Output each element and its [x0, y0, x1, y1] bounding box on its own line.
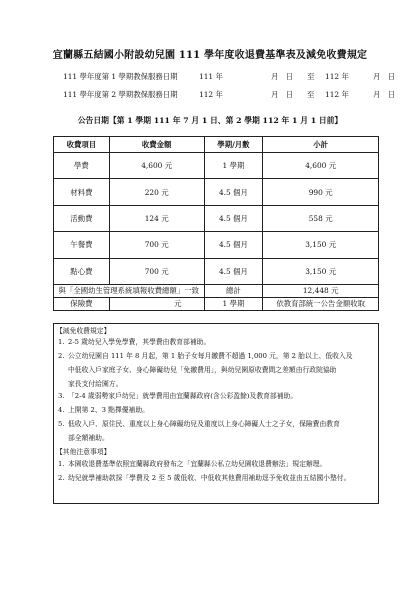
fee-amount: 220 元	[109, 179, 204, 205]
fee-item: 學費	[54, 153, 110, 179]
table-row	[54, 258, 379, 284]
fee-item: 點心費	[54, 258, 110, 284]
insurance-note: 依教育部統一公告金額收取	[263, 297, 379, 310]
header-amount: 收費金額	[109, 137, 204, 153]
notes-box	[53, 323, 379, 504]
period-separator: 至	[307, 90, 315, 99]
fee-subtotal: 3,150 元	[263, 258, 379, 284]
table-row	[54, 153, 379, 179]
fee-item: 材料費	[54, 179, 110, 205]
fee-subtotal: 4,600 元	[263, 153, 379, 179]
semester-2-period	[63, 89, 409, 100]
period-label: 111 學年度第 2 學期教保服務日期	[63, 90, 178, 99]
other-item-1: 1. 本園收退費基準依照宜蘭縣政府發布之「宜蘭縣公私立幼兒園收退費辦法」規定辦理。	[58, 460, 327, 468]
total-row	[54, 284, 379, 297]
fee-amount: 124 元	[109, 205, 204, 231]
fee-months: 1 學期	[204, 153, 263, 179]
header-subtotal: 小計	[263, 137, 379, 153]
table-header-row	[54, 137, 379, 153]
insurance-row	[54, 297, 379, 310]
fee-amount: 4,600 元	[109, 153, 204, 179]
reduction-heading: 【減免收費規定】	[56, 327, 111, 335]
total-label: 與「全國幼生管理系統填報收費總額」一致	[54, 284, 205, 297]
fee-amount: 700 元	[109, 232, 204, 258]
fee-months: 4.5 個月	[204, 258, 263, 284]
header-item: 收費項目	[54, 137, 110, 153]
reduction-item-2: 2. 公立幼兒園自 111 年 8 月起，第 1 胎子女每月繳費不超過 1,000 元，第 2 胎以上、低收入及 中低收入戶家庭子女、身心障礙幼兒「免繳費用」，與幼兒園原收費間之差額由行政院協助 家長支付給園方。	[58, 352, 353, 388]
insurance-months: 1 學期	[204, 297, 263, 310]
fee-item: 午餐費	[54, 232, 110, 258]
fee-months: 4.5 個月	[204, 232, 263, 258]
period-end: 112 年	[325, 90, 349, 99]
period-separator: 至	[307, 72, 315, 81]
fee-table	[53, 136, 379, 311]
header-months: 學期/月數	[204, 137, 263, 153]
period-end-month-day: 月 日	[373, 90, 396, 99]
total-word: 總計	[204, 284, 263, 297]
period-label: 111 學年度第 1 學期教保服務日期	[63, 72, 178, 81]
period-end-month-day: 月 日	[373, 72, 396, 81]
fee-months: 4.5 個月	[204, 179, 263, 205]
period-start-month-day: 月 日	[271, 90, 294, 99]
fee-subtotal: 3,150 元	[263, 232, 379, 258]
reduction-item-5: 5. 低收入戶、原住民、重度以上身心障礙幼兒及重度以上身心障礙人士之子女，保險費由教育 部全額補助。	[58, 420, 340, 442]
fee-subtotal: 558 元	[263, 205, 379, 231]
page-title: 宜蘭縣五結國小附設幼兒園 111 學年度收退費基準表及減免收費規定	[52, 50, 368, 61]
other-item-2: 2. 幼兒就學補助款採「學費及 2 至 5 歲低收、中低收其他費用補助逕予免收並由五結國小墊付。	[58, 474, 351, 482]
insurance-item: 保險費	[54, 297, 110, 310]
period-start-month-day: 月 日	[271, 72, 294, 81]
fee-subtotal: 990 元	[263, 179, 379, 205]
reduction-item-4: 4. 上開第 2、3 點擇優補助。	[58, 406, 149, 414]
table-row	[54, 205, 379, 231]
reduction-item-1: 1. 2-5 歲幼兒入學免學費，其學費由教育部補助。	[58, 338, 211, 346]
reduction-item-3: 3. 「2-4 歲弱勢家戶幼兒」就學費用由宜蘭縣政府(含公彩盈餘)及教育部補助。	[58, 392, 298, 400]
insurance-amount: 元	[109, 297, 204, 310]
fee-months: 4.5 個月	[204, 205, 263, 231]
table-row	[54, 232, 379, 258]
fee-amount: 700 元	[109, 258, 204, 284]
table-row	[54, 179, 379, 205]
period-start: 112 年	[199, 90, 223, 99]
total-value: 12,448 元	[263, 284, 379, 297]
fee-item: 活動費	[54, 205, 110, 231]
period-start: 111 年	[199, 72, 223, 81]
period-end: 112 年	[325, 72, 349, 81]
semester-1-period	[63, 71, 409, 82]
other-heading: 【其他注意事項】	[56, 448, 111, 456]
announcement-date: 公告日期【第 1 學期 111 年 7 月 1 日、第 2 學期 112 年 1 月 1 日前】	[77, 116, 343, 125]
